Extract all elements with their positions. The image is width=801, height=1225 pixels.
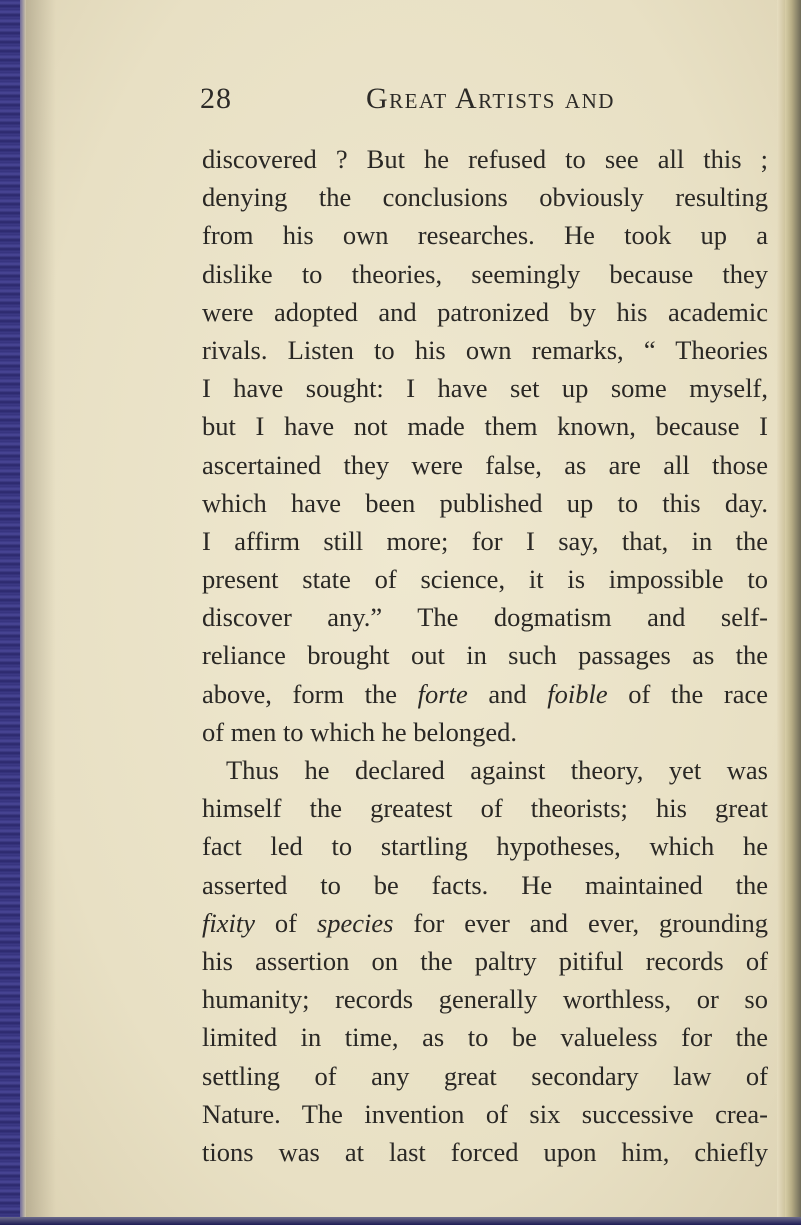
text-segment: for ever and ever, grounding <box>393 907 768 938</box>
running-title: Great Artists and <box>366 82 615 115</box>
text-line-with-italics <box>202 675 768 713</box>
text-line: humanity; records generally worthless, or so <box>202 984 768 1015</box>
body-text <box>202 140 768 1171</box>
text-segment: of the race <box>607 678 769 709</box>
text-line: I affirm still more; for I say, that, in the <box>202 525 768 556</box>
text-line: discovered ? But he refused to see all this ; <box>202 144 768 174</box>
text-segment: of <box>254 907 317 938</box>
text-line: limited in time, as to be valueless for the <box>202 1022 768 1053</box>
text-line: dislike to theories, seemingly because they <box>202 258 768 289</box>
page-fore-edge <box>777 0 785 1225</box>
text-line: asserted to be facts. He maintained the <box>202 869 768 900</box>
text-line: Nature. The invention of six successive crea- <box>202 1098 768 1129</box>
text-line: denying the conclusions obviously resulting <box>202 182 768 213</box>
paragraph-start-line: Thus he declared against theory, yet was <box>226 755 768 785</box>
italic-term-fixity: fixity <box>202 907 255 938</box>
italic-term-foible: foible <box>547 678 608 709</box>
text-line: himself the greatest of theorists; his great <box>202 793 768 824</box>
book-cover-edge-left <box>0 0 20 1225</box>
text-segment: and <box>467 678 548 709</box>
text-line: rivals. Listen to his own remarks, “ Theories <box>202 334 768 365</box>
text-line: ascertained they were false, as are all those <box>202 449 768 480</box>
running-header <box>200 82 760 122</box>
text-line: settling of any great secondary law of <box>202 1060 768 1091</box>
text-line: fact led to startling hypotheses, which he <box>202 831 768 862</box>
text-line: I have sought: I have set up some myself, <box>202 373 768 404</box>
text-line: discover any.” The dogmatism and self- <box>202 602 768 633</box>
text-line: which have been published up to this day. <box>202 487 768 518</box>
page-number: 28 <box>200 82 232 115</box>
text-line: from his own researches. He took up a <box>202 220 768 251</box>
book-cover-edge-right <box>785 0 801 1225</box>
italic-term-forte: forte <box>417 678 468 709</box>
text-line: but I have not made them known, because I <box>202 411 768 442</box>
paragraph-end-line: of men to which he belonged. <box>202 716 517 747</box>
italic-term-species: species <box>316 907 394 938</box>
text-line: tions was at last forced upon him, chiefly <box>202 1136 768 1167</box>
text-line: reliance brought out in such passages as the <box>202 640 768 671</box>
text-line: his assertion on the paltry pitiful records of <box>202 945 768 976</box>
text-line: present state of science, it is impossible to <box>202 564 768 595</box>
text-line: were adopted and patronized by his academic <box>202 296 768 327</box>
text-line-with-italics <box>202 904 768 942</box>
text-segment: above, form the <box>202 678 418 709</box>
book-cover-edge-bottom <box>0 1217 801 1225</box>
